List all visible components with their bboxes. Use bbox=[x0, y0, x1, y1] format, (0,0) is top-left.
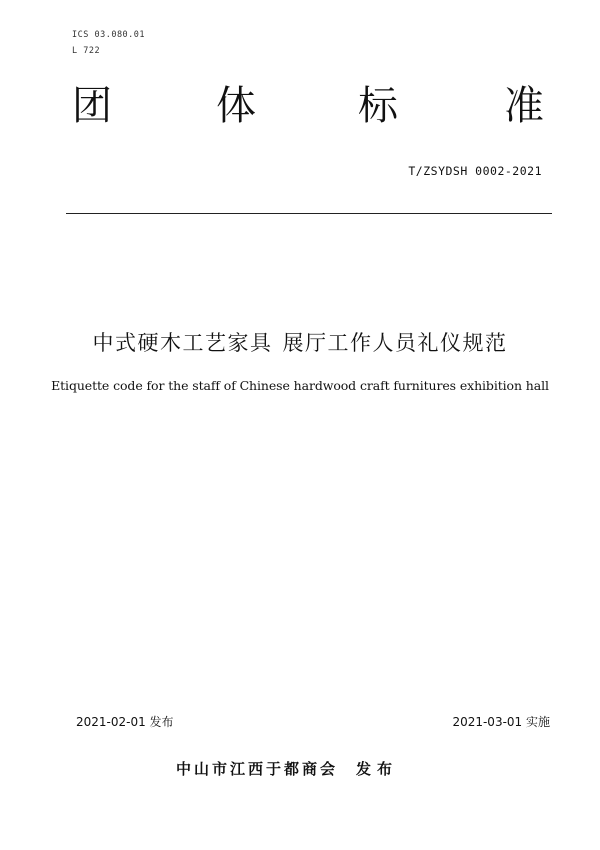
issuer-line bbox=[176, 758, 398, 779]
document-type-title bbox=[66, 78, 550, 134]
english-title: Etiquette code for the staff of Chinese hardwood craft furnitures exhibition hall bbox=[51, 378, 549, 393]
issuer-suffix: 发布 bbox=[356, 760, 399, 778]
issuer-name: 中山市江西于都商会 bbox=[176, 760, 339, 778]
standard-number: T/ZSYDSH 0002-2021 bbox=[408, 164, 542, 178]
document-type-char: 团 bbox=[72, 83, 112, 129]
chinese-title-part1: 中式硬木工艺家具 bbox=[92, 331, 273, 355]
implement-date: 2021-03-01 实施 bbox=[452, 715, 550, 729]
header-divider bbox=[66, 213, 552, 214]
ccs-code: L 722 bbox=[72, 46, 101, 56]
document-type-char: 准 bbox=[504, 83, 544, 129]
ics-code: ICS 03.080.01 bbox=[72, 30, 146, 40]
document-type-char: 体 bbox=[216, 83, 256, 129]
chinese-title-part2: 展厅工作人员礼仪规范 bbox=[282, 331, 508, 355]
document-type-char: 标 bbox=[358, 83, 398, 129]
publish-date: 2021-02-01 发布 bbox=[76, 715, 174, 729]
chinese-title bbox=[0, 327, 600, 357]
